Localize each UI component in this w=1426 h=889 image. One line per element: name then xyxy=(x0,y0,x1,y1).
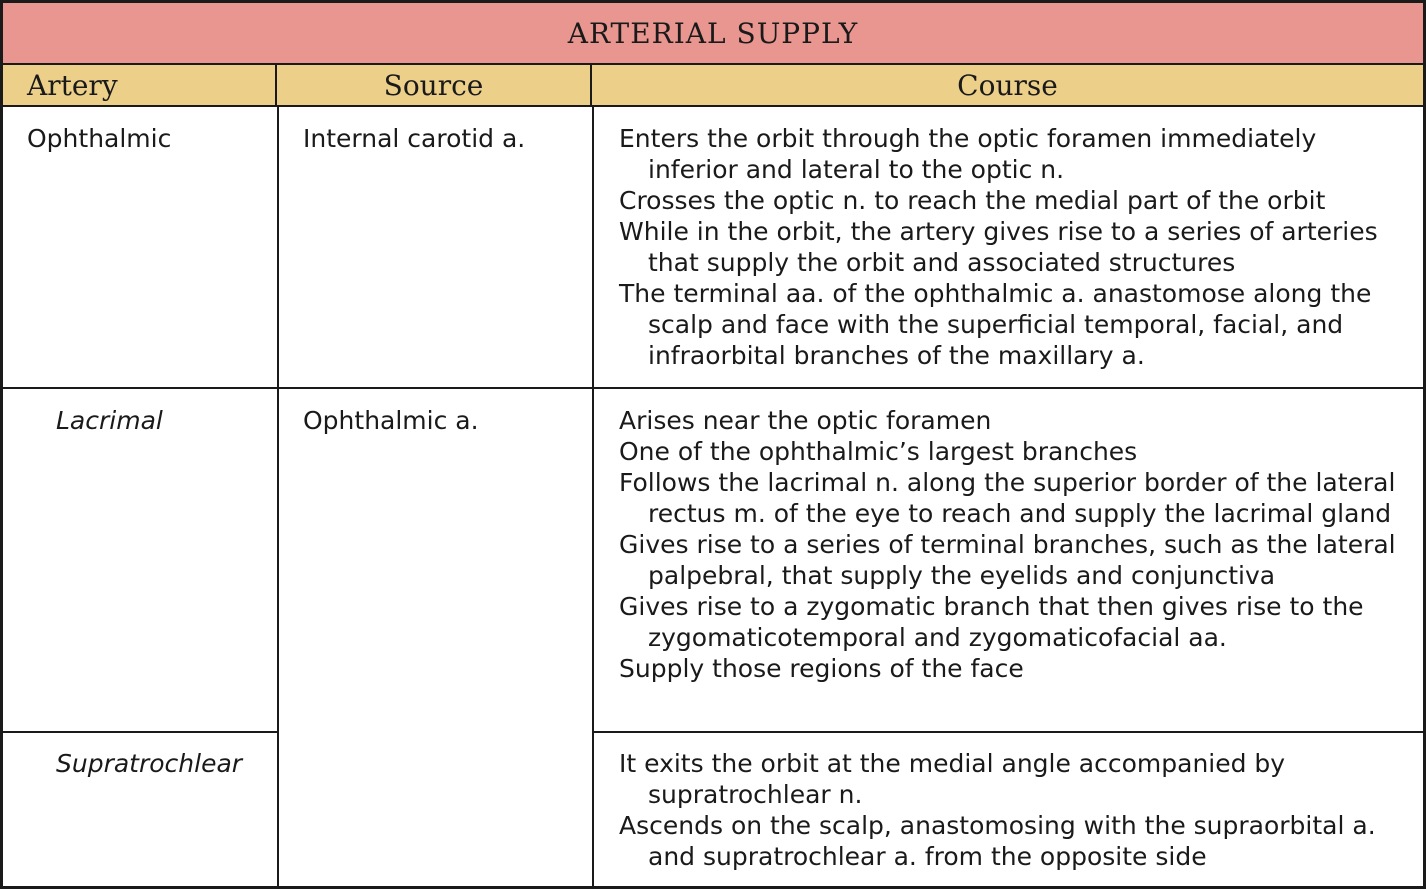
artery-supratrochlear: Supratrochlear xyxy=(56,749,243,778)
course-line: Crosses the optic n. to reach the medial part of the orbit xyxy=(619,186,1326,215)
row-divider xyxy=(3,387,1423,389)
row-divider xyxy=(3,731,277,733)
artery-lacrimal: Lacrimal xyxy=(56,406,163,435)
course-line: Gives rise to a series of terminal branches, such as the lateral palpebral, that supply the eyelids and conjunctiva xyxy=(619,530,1396,590)
course-line: Follows the lacrimal n. along the superior border of the lateral rectus m. of the eye to reach and supply the lacrimal gland xyxy=(619,468,1396,528)
course-line: One of the ophthalmic’s largest branches xyxy=(619,437,1138,466)
course-line: Ascends on the scalp, anastomosing with the supraorbital a. and supratrochlear a. from the opposite side xyxy=(619,811,1376,871)
header-row xyxy=(3,65,1423,107)
header-artery: Artery xyxy=(3,65,277,105)
course-line: While in the orbit, the artery gives rise to a series of arteries that supply the orbit and associated structures xyxy=(619,217,1378,277)
source-ophthalmic: Internal carotid a. xyxy=(303,124,526,153)
course-ophthalmic xyxy=(619,123,1409,371)
table-body xyxy=(3,105,1423,886)
course-supratrochlear xyxy=(619,748,1409,872)
course-line: Gives rise to a zygomatic branch that then gives rise to the zygomaticotemporal and zygomaticofacial aa. xyxy=(619,592,1364,652)
course-line: It exits the orbit at the medial angle accompanied by supratrochlear n. xyxy=(619,749,1286,809)
course-line: The terminal aa. of the ophthalmic a. anastomose along the scalp and face with the superficial temporal, facial, and infraorbital branches of the maxillary a. xyxy=(619,279,1372,370)
header-course: Course xyxy=(957,68,1058,102)
course-line: Arises near the optic foramen xyxy=(619,406,992,435)
course-line: Enters the orbit through the optic foramen immediately inferior and lateral to the optic n. xyxy=(619,124,1317,184)
header-source: Source xyxy=(277,65,592,105)
table-title: ARTERIAL SUPPLY xyxy=(3,3,1423,65)
course-lacrimal xyxy=(619,405,1409,684)
source-lacrimal: Ophthalmic a. xyxy=(303,406,479,435)
row-divider xyxy=(592,731,1423,733)
course-line: Supply those regions of the face xyxy=(619,654,1024,683)
artery-ophthalmic: Ophthalmic xyxy=(27,124,172,153)
column-divider xyxy=(277,105,279,886)
column-divider xyxy=(592,105,594,886)
